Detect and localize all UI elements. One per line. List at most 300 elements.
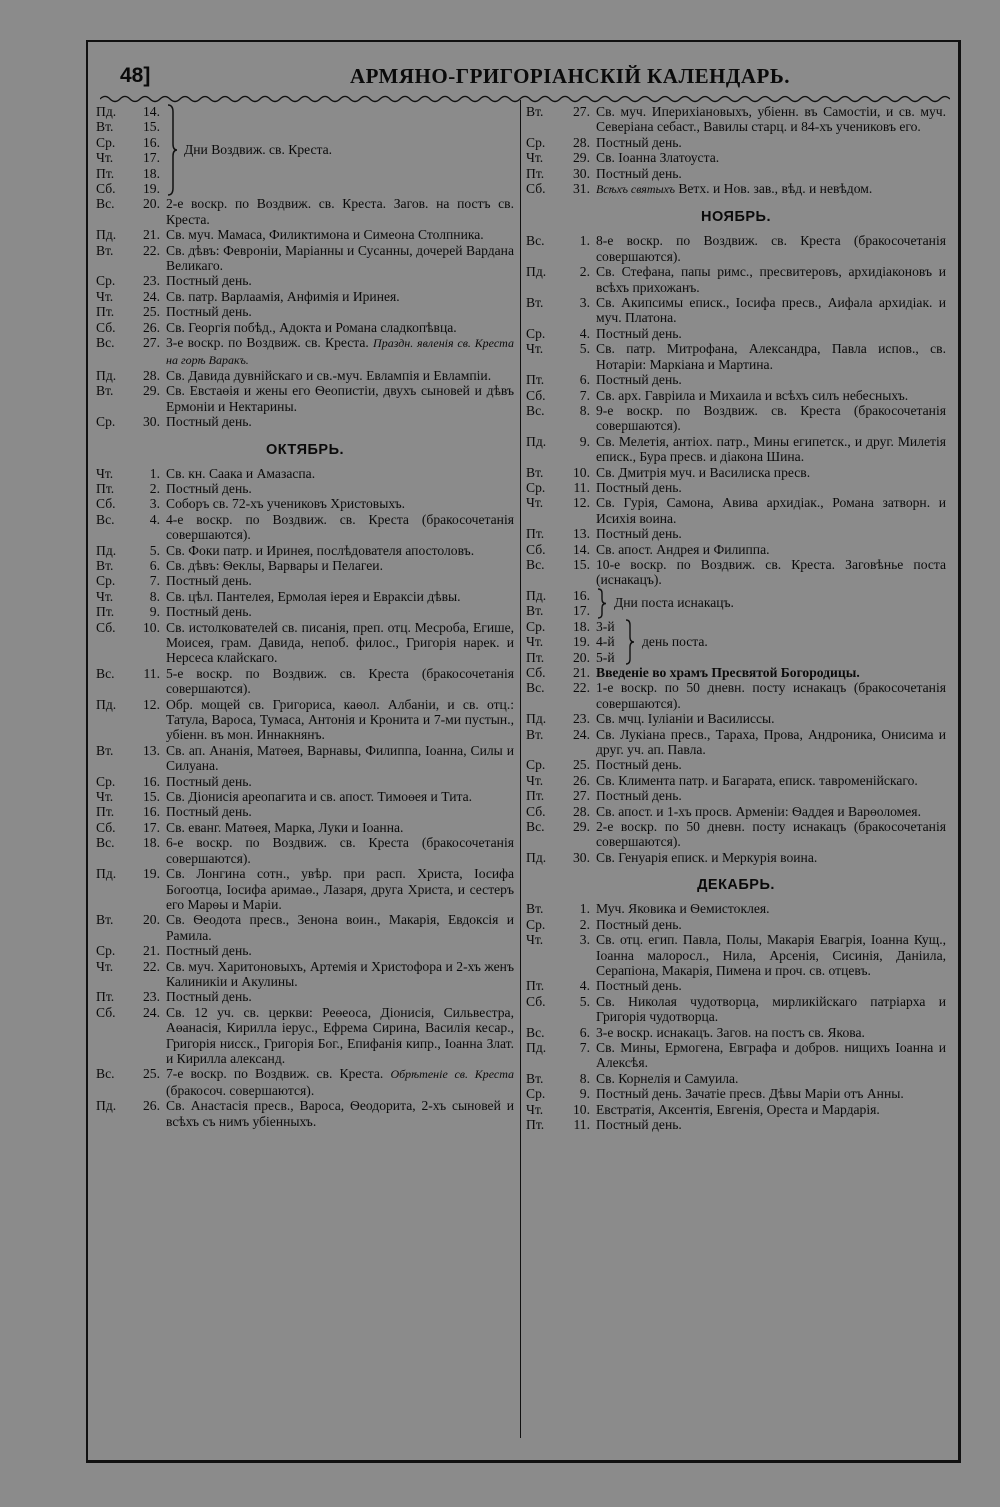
entry-text: Св. ап. Ананія, Матѳея, Варнавы, Филиппа, Іоанна, Силы и Силуана. xyxy=(166,742,514,774)
entry-date: 10. xyxy=(573,1101,590,1117)
entry-text: Постный день. xyxy=(596,325,682,341)
entry-date: 20. xyxy=(143,196,160,212)
entry-day: Сб. xyxy=(96,496,116,512)
entry-day: Чт. xyxy=(526,932,544,948)
entry-date: 11. xyxy=(573,479,590,495)
group-row xyxy=(96,181,166,196)
entry-day: Вт. xyxy=(526,464,544,480)
entry-day: Ср. xyxy=(526,618,546,634)
entry-text: Постный день. xyxy=(166,304,252,320)
entry-date: 28. xyxy=(143,367,160,383)
entry-date: 24. xyxy=(143,288,160,304)
entry-date: 29. xyxy=(143,383,160,399)
entry xyxy=(96,496,514,511)
group-label: Дни Воздвиж. св. Креста. xyxy=(184,142,333,158)
entry-day: Ср. xyxy=(96,273,116,289)
entry-date: 11. xyxy=(143,665,160,681)
entry-date: 9. xyxy=(579,1086,590,1102)
entry-date: 15. xyxy=(143,789,160,805)
entry-date: 12. xyxy=(143,696,160,712)
entry-date: 21. xyxy=(143,227,160,243)
entry-date: 27. xyxy=(573,788,590,804)
entry-date: 26. xyxy=(143,1098,160,1114)
entry-text: Св. Гурія, Самона, Авива архидіак., Романа затворн. и Исихія воина. xyxy=(596,495,946,526)
entry-day: Чт. xyxy=(526,634,544,650)
entry xyxy=(96,820,514,835)
entry-day: Пд. xyxy=(96,696,117,712)
entry-day: Ср. xyxy=(526,916,546,932)
entry xyxy=(526,542,946,557)
entry-day: Пт. xyxy=(96,604,115,620)
entry-text: Св. Лонгина сотн., увѣр. при расп. Христа, Іосифа Богоотца, Іосифа аримаѳ., Лазаря, друга Христа, и сестеръ его Марѳы и Маріи. xyxy=(166,866,514,912)
entry-day: Сб. xyxy=(526,387,546,403)
entry-date: 4. xyxy=(579,978,590,994)
entry-day: Вт. xyxy=(96,242,114,258)
entry-date: 14. xyxy=(573,541,590,557)
entry-text: 7-е воскр. по Воздвиж. св. Креста. xyxy=(166,1066,384,1082)
entry-text: Св. муч. Мамаса, Филиктимона и Симеона Столпника. xyxy=(166,227,484,243)
entry xyxy=(526,1086,946,1101)
column-divider xyxy=(520,100,521,1438)
entry xyxy=(96,943,514,958)
group-row xyxy=(96,104,166,119)
entry-day: Пт. xyxy=(526,649,545,665)
entry-day: Пд. xyxy=(96,104,117,119)
entry-text: Соборъ св. 72-хъ учениковъ Христовыхъ. xyxy=(166,496,406,512)
entry-text: Св. муч. Иперихіановыхъ, убіенн. въ Самостіи, и св. муч. Северіана себаст., Вавилы старц. и 84-хъ учениковъ его. xyxy=(596,104,946,135)
entry-day: Вс. xyxy=(526,402,545,418)
right-column xyxy=(526,104,946,1132)
entry-day: Ср. xyxy=(526,325,546,341)
entry-text: 9-е воскр. по Воздвиж. св. Креста (бракосочетанія совершаются). xyxy=(596,402,946,434)
entry-date: 19. xyxy=(143,866,160,882)
brace xyxy=(624,619,636,665)
entry-note: (бракосоч. совершаются). xyxy=(166,1082,315,1098)
entry-day: Сб. xyxy=(96,819,116,835)
entry-day: Пт. xyxy=(526,1116,545,1132)
entry-date: 23. xyxy=(143,989,160,1005)
entry-text: Св. патр. Варлаамія, Анфимія и Иринея. xyxy=(166,288,400,304)
entry-date: 16. xyxy=(143,773,160,789)
entry-date: 13. xyxy=(143,742,160,758)
entry-date: 29. xyxy=(573,819,590,835)
entry xyxy=(526,341,946,372)
entry xyxy=(96,697,514,743)
entry-date: 10. xyxy=(573,464,590,480)
entry-date: 18. xyxy=(573,618,590,634)
entry-date: 20. xyxy=(573,649,590,665)
entry-day: Вс. xyxy=(96,835,115,851)
entry-text: Постный день. xyxy=(596,134,682,150)
entry-text: Св. Евстаѳія и жены его Ѳеопистіи, двухъ сыновей и дѣвъ Ермоніи и Нектарины. xyxy=(166,383,514,414)
entry-day: Пт. xyxy=(526,978,545,994)
entry-day: Ср. xyxy=(96,773,116,789)
entry-day: Ср. xyxy=(526,134,546,150)
entry xyxy=(526,480,946,495)
entry xyxy=(96,620,514,666)
entry-text: Обр. мощей св. Григориса, каѳол. Албаніи, и св. отц.: Татула, Вароса, Тумаса, Антонія и Кронита и 7-ми пустын., убіенн. въ мон. Иннакнянъ. xyxy=(166,696,514,743)
entry-ordinal: 3-й xyxy=(596,618,615,634)
entry-day: Вс. xyxy=(526,819,545,835)
entry-day: Пт. xyxy=(526,526,545,542)
entry-date: 6. xyxy=(579,372,590,388)
entry-day: Вт. xyxy=(526,901,544,917)
entry xyxy=(96,604,514,619)
entry xyxy=(526,264,946,295)
entry-text: Постный день. xyxy=(596,1116,682,1132)
entry-date: 13. xyxy=(573,526,590,542)
entry-text: Св. цѣл. Пантелея, Ермолая іерея и Евраксіи дѣвы. xyxy=(166,588,461,604)
entry-date: 7. xyxy=(149,573,160,589)
entry-day: Пт. xyxy=(96,804,115,820)
entry-day: Вс. xyxy=(96,511,115,527)
entry xyxy=(96,774,514,789)
entry xyxy=(526,526,946,541)
entry xyxy=(526,727,946,758)
entry xyxy=(526,932,946,978)
entry-date: 31. xyxy=(573,181,590,197)
entry-text: Постный день. xyxy=(596,916,682,932)
entry-day: Чт. xyxy=(96,588,114,604)
entry xyxy=(526,557,946,588)
entry-text: Постный день. xyxy=(596,978,682,994)
entry-date: 26. xyxy=(573,772,590,788)
entry-day: Ср. xyxy=(96,414,116,430)
entry-date: 15. xyxy=(573,556,590,572)
entry-text: Постный день. xyxy=(166,773,252,789)
entry-text: Св. Генуарія еписк. и Меркурія воина. xyxy=(596,849,818,865)
entry-text: Св. дѣвъ: Ѳеклы, Варвары и Пелагеи. xyxy=(166,557,383,573)
entry xyxy=(96,512,514,543)
entry-day: Вт. xyxy=(526,104,544,119)
entry xyxy=(526,773,946,788)
brace xyxy=(166,104,178,196)
entry-day: Вс. xyxy=(96,196,115,212)
entry-text: 3-е воскр. иснакацъ. Загов. на постъ св. Якова. xyxy=(596,1024,865,1040)
entry-text: Евстратія, Аксентія, Евгенія, Ореста и Мардарія. xyxy=(596,1101,880,1117)
entry-date: 18. xyxy=(143,165,160,181)
page-number: 48] xyxy=(120,64,151,87)
entry-date: 12. xyxy=(573,495,590,511)
entry-text: 8-е воскр. по Воздвиж. св. Креста (бракосочетанія совершаются). xyxy=(596,233,946,264)
entry-text: 4-е воскр. по Воздвиж. св. Креста (бракосочетанія совершаются). xyxy=(166,511,514,543)
entry xyxy=(526,757,946,772)
entry-date: 16. xyxy=(143,804,160,820)
entry-date: 30. xyxy=(573,165,590,181)
entry-day: Пд. xyxy=(96,542,117,558)
entry-date: 17. xyxy=(143,819,160,835)
entry xyxy=(526,135,946,150)
entry-feast: Праздн. явленія св. Креста на горѣ Варакъ. xyxy=(166,336,514,367)
entry-text: 1-е воскр. по 50 дневн. посту иснакацъ (бракосочетанія совершаются). xyxy=(596,680,946,711)
entry xyxy=(96,804,514,819)
entry-date: 25. xyxy=(143,1066,160,1082)
entry-text: Св. Мины, Ермогена, Евграфа и добров. нищихъ Іоанна и Алексѣя. xyxy=(596,1039,946,1071)
entry-date: 3. xyxy=(149,496,160,512)
entry-text: Постный день. xyxy=(166,804,252,820)
entry-text: Св. Акипсимы еписк., Іосифа пресв., Аифала архидіак. и муч. Платона. xyxy=(596,295,946,326)
entry xyxy=(96,866,514,912)
entry-date: 27. xyxy=(573,104,590,119)
entry xyxy=(96,335,514,368)
entry xyxy=(96,273,514,288)
group-row xyxy=(96,135,166,150)
month-heading-november: НОЯБРЬ. xyxy=(700,209,772,226)
entry xyxy=(526,680,946,711)
entry xyxy=(526,665,946,680)
entry-day: Вт. xyxy=(96,912,114,928)
entry-date: 22. xyxy=(143,242,160,258)
entry-text: Св. отц. егип. Павла, Полы, Макарія Евагрія, Іоанна Кущ., Іоанна малоросл., Нила, Арсенія, Сисинія, Даніила, Серапіона, Макарія, Пимена и проч. св. отцевъ. xyxy=(596,932,946,978)
entry-day: Пт. xyxy=(96,989,115,1005)
entry-date: 28. xyxy=(573,803,590,819)
entry-text: 3-е воскр. по Воздвиж. св. Креста. xyxy=(166,335,369,351)
entry-day: Чт. xyxy=(96,958,114,974)
entry-date: 1. xyxy=(579,233,590,249)
entry-day: Вс. xyxy=(526,1024,545,1040)
entry-date: 25. xyxy=(143,304,160,320)
entry-text: Св. апост. Андрея и Филиппа. xyxy=(596,541,770,557)
entry-day: Сб. xyxy=(96,1004,116,1020)
entry-day: Пт. xyxy=(526,788,545,804)
entry xyxy=(96,1005,514,1067)
entry-text: Постный день. xyxy=(596,526,682,542)
entry-date: 26. xyxy=(143,319,160,335)
entry-text: Св. Николая чудотворца, мирликійскаго патріарха и Григорія чудотворца. xyxy=(596,993,946,1025)
date-group-fast-days xyxy=(526,619,946,665)
entry xyxy=(96,589,514,604)
group-row xyxy=(526,634,624,649)
entry-text: Постный день. xyxy=(596,479,682,495)
entry-text: Св. арх. Гавріила и Михаила и всѣхъ силъ небесныхъ. xyxy=(596,387,909,403)
entry-date: 21. xyxy=(573,665,590,680)
entry-date: 5. xyxy=(579,341,590,357)
entry xyxy=(526,978,946,993)
entry-text: Св. истолкователей св. писанія, преп. отц. Месроба, Егише, Моисея, грам. Давида, непоб. филос., Григорія нарек. и Нерсеса клайскаго. xyxy=(166,619,514,666)
entry-date: 7. xyxy=(579,387,590,403)
entry-text: Св. дѣвъ: Февроніи, Маріанны и Сусанны, дочерей Вардана Великаго. xyxy=(166,242,514,274)
entry-date: 15. xyxy=(143,119,160,135)
entry-date: 4. xyxy=(579,325,590,341)
entry-day: Вс. xyxy=(526,556,545,572)
entry xyxy=(526,788,946,803)
entry xyxy=(526,819,946,850)
entry-date: 2. xyxy=(579,264,590,280)
entry xyxy=(526,994,946,1025)
entry-date: 18. xyxy=(143,835,160,851)
entry xyxy=(96,558,514,573)
entry-day: Пт. xyxy=(96,165,115,181)
entry-day: Вт. xyxy=(96,742,114,758)
entry xyxy=(96,227,514,242)
entry-feast: Обрѣтеніе св. Креста xyxy=(390,1067,514,1082)
entry-day: Сб. xyxy=(526,181,546,197)
entry-date: 23. xyxy=(143,273,160,289)
entry-text: Ветх. и Нов. зав., вѣд. и невѣдом. xyxy=(678,181,873,197)
entry-day: Чт. xyxy=(96,288,114,304)
entry-date: 8. xyxy=(579,402,590,418)
entry-day: Чт. xyxy=(526,150,544,166)
entry-feast: Всѣхъ святыхъ xyxy=(596,182,675,197)
entry-day: Вт. xyxy=(526,603,544,619)
entry-text: 10-е воскр. по Воздвиж. св. Креста. Заговѣнье поста (иснакацъ). xyxy=(596,556,946,588)
brace xyxy=(596,588,608,619)
group-label: Дни поста иснакацъ. xyxy=(614,595,734,611)
entry-day: Пд. xyxy=(526,1039,547,1055)
entry xyxy=(526,181,946,197)
entry xyxy=(526,233,946,264)
entry-date: 10. xyxy=(143,619,160,635)
entry-text: Св. кн. Саака и Амазаспа. xyxy=(166,465,316,481)
entry xyxy=(96,289,514,304)
entry xyxy=(96,368,514,383)
entry-day: Пт. xyxy=(526,372,545,388)
entry-date: 19. xyxy=(143,181,160,197)
entry-text: 2-е воскр. по 50 дневн. посту иснакацъ (бракосочетанія совершаются). xyxy=(596,819,946,850)
entry-day: Пд. xyxy=(526,587,547,603)
entry-day: Пд. xyxy=(526,711,547,727)
entry-text: Св. Корнелія и Самуила. xyxy=(596,1070,739,1086)
entry-date: 3. xyxy=(579,295,590,311)
entry-day: Вс. xyxy=(526,680,545,696)
entry-text: Постный день. Зачатіе пресв. Дѣвы Маріи отъ Анны. xyxy=(596,1086,904,1102)
entry-day: Вс. xyxy=(526,233,545,249)
entry-text: Постный день. xyxy=(596,165,682,181)
entry-text: Св. Лукіана пресв., Тараха, Прова, Андроника, Онисима и друг. уч. ап. Павла. xyxy=(596,726,946,758)
entry-text: Постный день. xyxy=(596,788,682,804)
entry-date: 16. xyxy=(573,587,590,603)
entry-day: Вт. xyxy=(96,119,114,135)
entry-date: 17. xyxy=(143,150,160,166)
entry-text: Постный день. xyxy=(166,273,252,289)
entry xyxy=(526,1117,946,1132)
entry-text: Св. 12 уч. св. церкви: Реѳеоса, Діонисія, Сильвестра, Аѳанасія, Кирилла іерус., Ефрема Сирина, Василія кесар., Григорія нисск., Григорія Бог., Епифанія кипр., Іоанна Злат. и Кирилла александ. xyxy=(166,1004,514,1066)
entry-text: Св. Давида дувнійскаго и св.-муч. Евлампія и Евлампіи. xyxy=(166,367,492,383)
entry-text: Св. Стефана, папы римс., пресвитеровъ, архидіаконовъ и всѣхъ прихожанъ. xyxy=(596,264,946,295)
entry-text: Муч. Яковика и Ѳемистоклея. xyxy=(596,901,770,917)
entry xyxy=(526,150,946,165)
entry-text: Св. Іоанна Златоуста. xyxy=(596,150,720,166)
entry-date: 4. xyxy=(149,511,160,527)
entry xyxy=(96,912,514,943)
entry xyxy=(526,804,946,819)
entry xyxy=(96,1066,514,1098)
group-row xyxy=(96,150,166,165)
entry-text: Св. апост. и 1-хъ просв. Арменіи: Ѳаддея и Варѳоломея. xyxy=(596,803,921,819)
entry-day: Чт. xyxy=(526,341,544,357)
entry-date: 20. xyxy=(143,912,160,928)
entry-date: 16. xyxy=(143,134,160,150)
entry xyxy=(96,383,514,414)
entry xyxy=(526,1071,946,1086)
entry-day: Сб. xyxy=(96,181,116,197)
entry-day: Вт. xyxy=(526,726,544,742)
entry-day: Сб. xyxy=(96,619,116,635)
entry-day: Ср. xyxy=(96,943,116,959)
entry-day: Ср. xyxy=(96,134,116,150)
group-row xyxy=(526,619,624,634)
entry-day: Сб. xyxy=(96,319,116,335)
entry-text: Постный день. xyxy=(166,604,252,620)
group-label: день поста. xyxy=(642,633,708,649)
entry-date: 1. xyxy=(149,465,160,481)
entry xyxy=(526,1025,946,1040)
entry xyxy=(526,166,946,181)
entry xyxy=(96,414,514,429)
entry-ordinal: 4-й xyxy=(596,634,615,650)
entry-day: Пд. xyxy=(526,433,547,449)
entry-text: Св. еванг. Матѳея, Марка, Луки и Іоанна. xyxy=(166,819,404,835)
entry xyxy=(526,711,946,726)
entry xyxy=(96,959,514,990)
entry-text: Постный день. xyxy=(596,372,682,388)
entry-text: Св. муч. Харитоновыхъ, Артемія и Христофора и 2-хъ женъ Калиникіи и Акулины. xyxy=(166,958,514,989)
group-row xyxy=(96,119,166,134)
entry-text: Св. Діонисія ареопагита и св. апост. Тимоѳея и Тита. xyxy=(166,789,473,805)
entry-ordinal: 5-й xyxy=(596,649,615,665)
entry-text: Св. Мелетія, антіох. патр., Мины египетск., и друг. Милетія еписк., Бура пресв. и діакона Шина. xyxy=(596,433,946,465)
entry-date: 24. xyxy=(143,1004,160,1020)
entry-text: Св. Георгія побѣд., Адокта и Романа сладкопѣвца. xyxy=(166,319,457,335)
entry-text: Св. Анастасія пресв., Вароса, Ѳеодорита, 2-хъ сыновей и всѣхъ съ нимъ убіенныхъ. xyxy=(166,1098,514,1129)
entry xyxy=(526,104,946,135)
entry xyxy=(526,495,946,526)
entry-day: Сб. xyxy=(526,665,546,680)
entry xyxy=(96,481,514,496)
entry xyxy=(96,304,514,319)
entry-text: Постный день. xyxy=(596,757,682,773)
page-header xyxy=(120,64,940,94)
entry xyxy=(96,573,514,588)
entry-date: 22. xyxy=(573,680,590,696)
entry xyxy=(526,465,946,480)
group-row xyxy=(526,650,624,665)
entry-date: 14. xyxy=(143,104,160,119)
entry-text: Постный день. xyxy=(166,480,252,496)
entry xyxy=(96,466,514,481)
entry xyxy=(526,403,946,434)
entry xyxy=(526,850,946,865)
entry-date: 6. xyxy=(579,1024,590,1040)
entry xyxy=(96,543,514,558)
page-title: АРМЯНО-ГРИГОРІАНСКІЙ КАЛЕНДАРЬ. xyxy=(349,64,791,88)
entry-text: Введеніе во храмъ Пресвятой Богородицы. xyxy=(596,665,860,680)
entry-date: 19. xyxy=(573,634,590,650)
entry-day: Вт. xyxy=(96,383,114,399)
month-heading-october: ОКТЯБРЬ. xyxy=(265,441,345,458)
entry-text: Св. Ѳеодота пресв., Зенона воин., Макарія, Евдоксія и Рамила. xyxy=(166,912,514,943)
entry-day: Пд. xyxy=(526,264,547,280)
entry xyxy=(96,1098,514,1129)
entry-date: 28. xyxy=(573,134,590,150)
entry-date: 11. xyxy=(573,1116,590,1132)
entry xyxy=(96,989,514,1004)
entry xyxy=(526,372,946,387)
entry-day: Ср. xyxy=(526,479,546,495)
left-column xyxy=(96,104,514,1129)
entry xyxy=(96,320,514,335)
entry-day: Вс. xyxy=(96,665,115,681)
entry-text: Постный день. xyxy=(166,989,252,1005)
entry-day: Сб. xyxy=(526,993,546,1009)
entry-text: Св. Климента патр. и Багарата, еписк. тавроменійскаго. xyxy=(596,772,918,788)
entry-day: Вт. xyxy=(96,557,114,573)
entry-day: Пд. xyxy=(526,849,547,865)
entry-date: 21. xyxy=(143,943,160,959)
entry-date: 2. xyxy=(579,916,590,932)
entry-text: Св. мчц. Іуліаніи и Василиссы. xyxy=(596,711,775,727)
entry-day: Пд. xyxy=(96,367,117,383)
